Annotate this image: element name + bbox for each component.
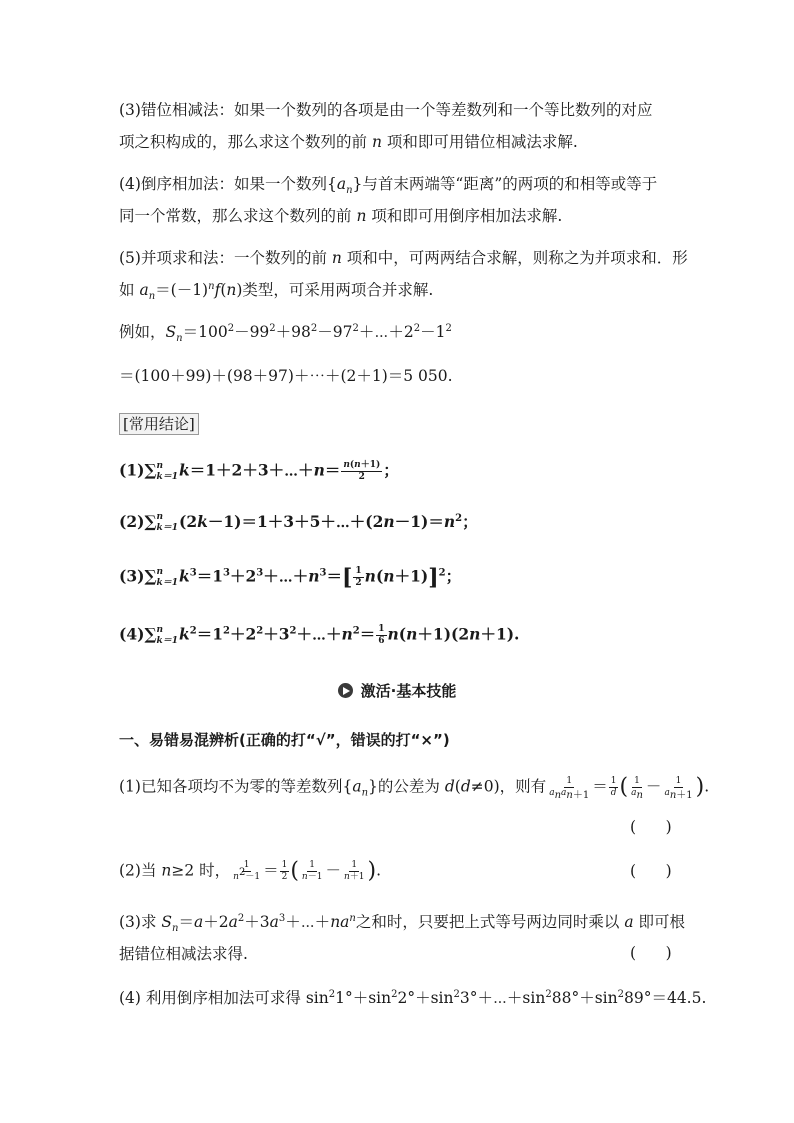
section-title: 激活·基本技能 [360,682,457,700]
text: 如 [119,281,140,299]
text: 同一个常数，那么求这个数列的前 [119,207,357,225]
text: 即可根 [633,913,685,931]
method-4-line-2: 同一个常数，那么求这个数列的前 n 项和即可用倒序相加法求解. [119,207,563,225]
text: (3)求 [119,913,162,931]
exercise-heading: 一、易错易混辨析(正确的打“√”，错误的打“×”) [119,731,450,749]
method-3-line-2: 项之积构成的，那么求这个数列的前 n 项和即可用错位相减法求解. [119,133,578,151]
text: (5)并项求和法：一个数列的前 [119,249,332,267]
text: ＝44.5. [651,989,707,1007]
text: 类型，可采用两项合并求解. [242,281,434,299]
text: (2)当 [119,861,162,880]
method-5-line-2: 如 $a_n=(-1)^nf(n)$类型，可采用两项合并求解. [119,280,434,303]
exercise-3-line-2: 据错位相减法求得. [119,945,248,963]
text: }的公差为 [368,777,445,796]
text: ＝(－1) [155,281,209,299]
answer-paren-3[interactable]: ( ) [630,944,672,962]
text: ，则有 [499,777,547,796]
formula-3: (3)∑ n k＝1 $k^3=1^3+2^3+\cdots+n^3=$[ $\frac{1}{2}$ n(n＋1)]$^2$； [119,564,462,591]
method-5-line-1: (5)并项求和法：一个数列的前 n 项和中，可两两结合求解，则称之为并项求和．形 [119,249,688,267]
text: ≥2 时， [171,861,231,880]
exercise-2: (2)当 n≥2 时， $\frac{1}{n^2-1}$ ＝ $\frac{1}{2}$ ( $\frac{1}{n-1}$ － $\frac{1}{n+1}$ ). [119,858,382,884]
formula-4: (4)∑ n k＝1 $k^2=1^2+2^2+3^2+\cdots+n^2=$ $\frac{1}{6}$ n(n＋1)(2n＋1). [119,624,520,646]
text: (4)倒序相加法：如果一个数列{ [119,175,337,193]
formula-1: (1)∑ n k＝1 k＝1＋2＋3＋⋯＋n＝ $\frac{n(n+1)}{2}$ ； [119,460,399,482]
exercise-3-line-1: (3)求 $S_n=a+2a^2+3a^3+\cdots+na^n$之和时，只要把上式等号两边同时乘以 a 即可根 [119,912,685,935]
text: 例如， [119,323,166,341]
text: 项和中，可两两结合求解，则称之为并项求和．形 [341,249,688,267]
section-header [0,680,794,701]
formula-2: (2)∑ n k＝1 $(2k-1)=1+3+5+\cdots+(2n-1)=n^2$； [119,512,478,533]
play-icon [338,683,353,698]
text: }与首末两端等“距离”的两项的和相等或等于 [352,175,658,193]
text: (1)已知各项均不为零的等差数列{ [119,777,353,796]
answer-paren-2[interactable]: ( ) [630,862,672,880]
common-conclusions-tag: [常用结论] [119,413,199,435]
method-4-line-1: (4)倒序相加法：如果一个数列$\{a_n\}$与首末两端等“距离”的两项的和相等或等于 [119,175,658,197]
text: 项和即可用错位相减法求解. [381,133,578,151]
example-line-2: ＝(100＋99)＋(98＋97)＋⋯＋(2＋1)＝5 050. [119,367,453,385]
text: (4) 利用倒序相加法可求得 [119,989,306,1007]
method-3-line-1: (3)错位相减法：如果一个数列的各项是由一个等差数列和一个等比数列的对应 [119,101,653,119]
exercise-1: (1)已知各项均不为零的等差数列$\{a_n\}$的公差为 d(d≠0)，则有 $\frac{1}{a_na_{n+1}}$ ＝ $\frac{1}{d}$ ( $\frac{1}{a_n}$ － $\frac{1}{a_{n+1}}$ ). [119,774,710,801]
text: 之和时，只要把上式等号两边同时乘以 [355,913,625,931]
text: 项和即可用倒序相加法求解. [366,207,563,225]
answer-paren-1[interactable]: ( ) [630,818,672,836]
example-line-1: 例如，$S_n=100^2-99^2+98^2-97^2+\cdots+2^2-1^2$ [119,322,452,345]
text: 项之积构成的，那么求这个数列的前 [119,133,372,151]
exercise-4: (4) 利用倒序相加法可求得 $\sin^21^\circ+\sin^22^\circ+\sin^23^\circ+\cdots+\sin^288^\circ+\sin^289^\circ=44.5$. [119,988,707,1007]
